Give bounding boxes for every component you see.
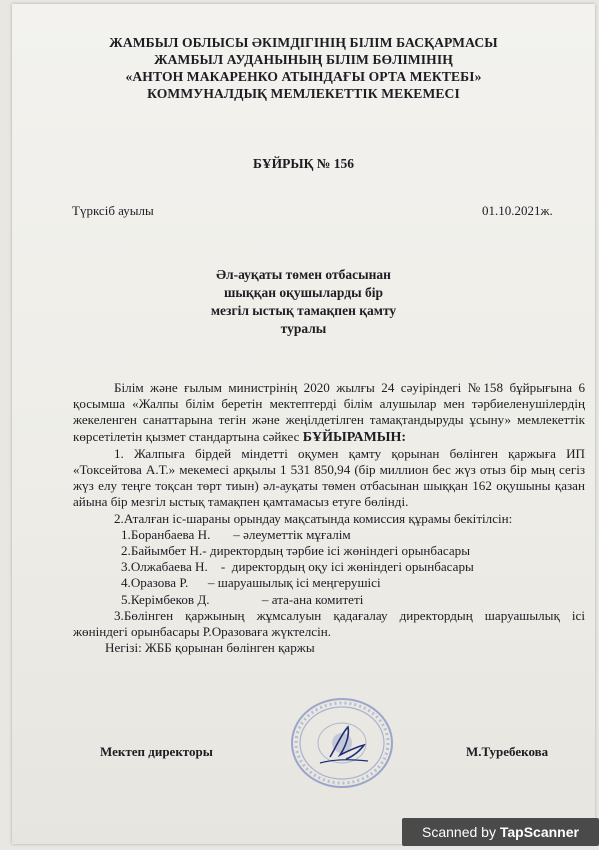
subject-line: туралы xyxy=(280,321,327,336)
basis-line: Негізі: ЖББ қорынан бөлінген қаржы xyxy=(105,640,315,656)
subject-line: шыққан оқушыларды бір xyxy=(223,285,384,300)
preamble-paragraph xyxy=(73,380,585,446)
commission-member: 2.Байымбет Н.- директордың тәрбие ісі жөніндегі орынбасары xyxy=(121,543,471,559)
signature-name: М.Туребекова xyxy=(466,744,549,759)
scanner-watermark xyxy=(402,818,599,846)
signature-title: Мектеп директоры xyxy=(100,744,213,759)
order-subject xyxy=(12,266,595,338)
header-line: ЖАМБЫЛ ОБЛЫСЫ ӘКІМДІГІНІҢ БІЛІМ БАСҚАРМАСЫ xyxy=(109,35,498,50)
commission-member: 1.Боранбаева Н. – әлеуметтік мұғалім xyxy=(121,526,351,542)
order-body xyxy=(73,380,585,656)
scanner-prefix: Scanned by xyxy=(422,824,496,840)
document-page xyxy=(12,4,595,844)
header-line: КОММУНАЛДЫҚ МЕМЛЕКЕТТІК МЕКЕМЕСІ xyxy=(147,86,460,101)
commission-member: 3.Олжабаева Н. - директордың оқу ісі жөніндегі орынбасары xyxy=(121,559,474,575)
commission-member: 4.Оразова Р. – шаруашылық ісі меңгерушісі xyxy=(121,575,381,591)
order-word: БҰЙЫРАМЫН: xyxy=(302,429,407,445)
place-name: Түрксіб ауылы xyxy=(72,203,154,218)
item-1-paragraph: 1. Жалпыға бірдей міндетті оқумен қамту қорынан бөлінген қаржыға ИП «Токсейтова А.Т.» мекемесі арқылы 1 531 850,94 (бір миллион бес жүз отыз бір мың сегіз жүз елу теңге тоқсан төрт тиын) әл-ауқаты төмен отбасынан шыққан 162 оқушыны қазан айына бір мезгіл ыстық тамақпен қамтамасыз етуге бөлінді. xyxy=(73,445,585,510)
subject-line: мезгіл ыстық тамақпен қамту xyxy=(210,303,397,318)
subject-line: Әл-ауқаты төмен отбасынан xyxy=(216,267,391,282)
header-line: ЖАМБЫЛ АУДАНЫНЫҢ БІЛІМ БӨЛІМІНІҢ xyxy=(154,52,453,67)
scanner-brand: TapScanner xyxy=(499,824,579,840)
document-header xyxy=(12,34,595,102)
item-3-paragraph: 3.Бөлінген қаржының жұмсалуын қадағалау директордың шаруашылық ісі жөніндегі орынбасары Р.Оразоваға жүктелсін. xyxy=(73,607,585,640)
stamp-seal-icon xyxy=(290,697,398,789)
item-2-intro: 2.Аталған іс-шараны орындау мақсатында комиссия құрамы бекітілсін: xyxy=(114,510,513,526)
header-line: «АНТОН МАКАРЕНКО АТЫНДАҒЫ ОРТА МЕКТЕБІ» xyxy=(125,69,482,84)
order-title: БҰЙРЫҚ № 156 xyxy=(252,156,355,171)
preamble-text: Білім және ғылым министрінің 2020 жылғы 24 сәуіріндегі №158 бұйрығына 6 қосымша «Жалпы білім беретін мектептерді білім алушылар мен тәрбиеленушілердің жекеленген санаттарына тегін және жеңілдетілген тамақтандыруды ұсыну» мемлекеттік көрсетілетін қызмет стандартына сәйкес xyxy=(73,380,585,444)
commission-member: 5.Керімбеков Д. – ата-ана комитеті xyxy=(121,591,364,607)
order-date: 01.10.2021ж. xyxy=(482,203,553,218)
